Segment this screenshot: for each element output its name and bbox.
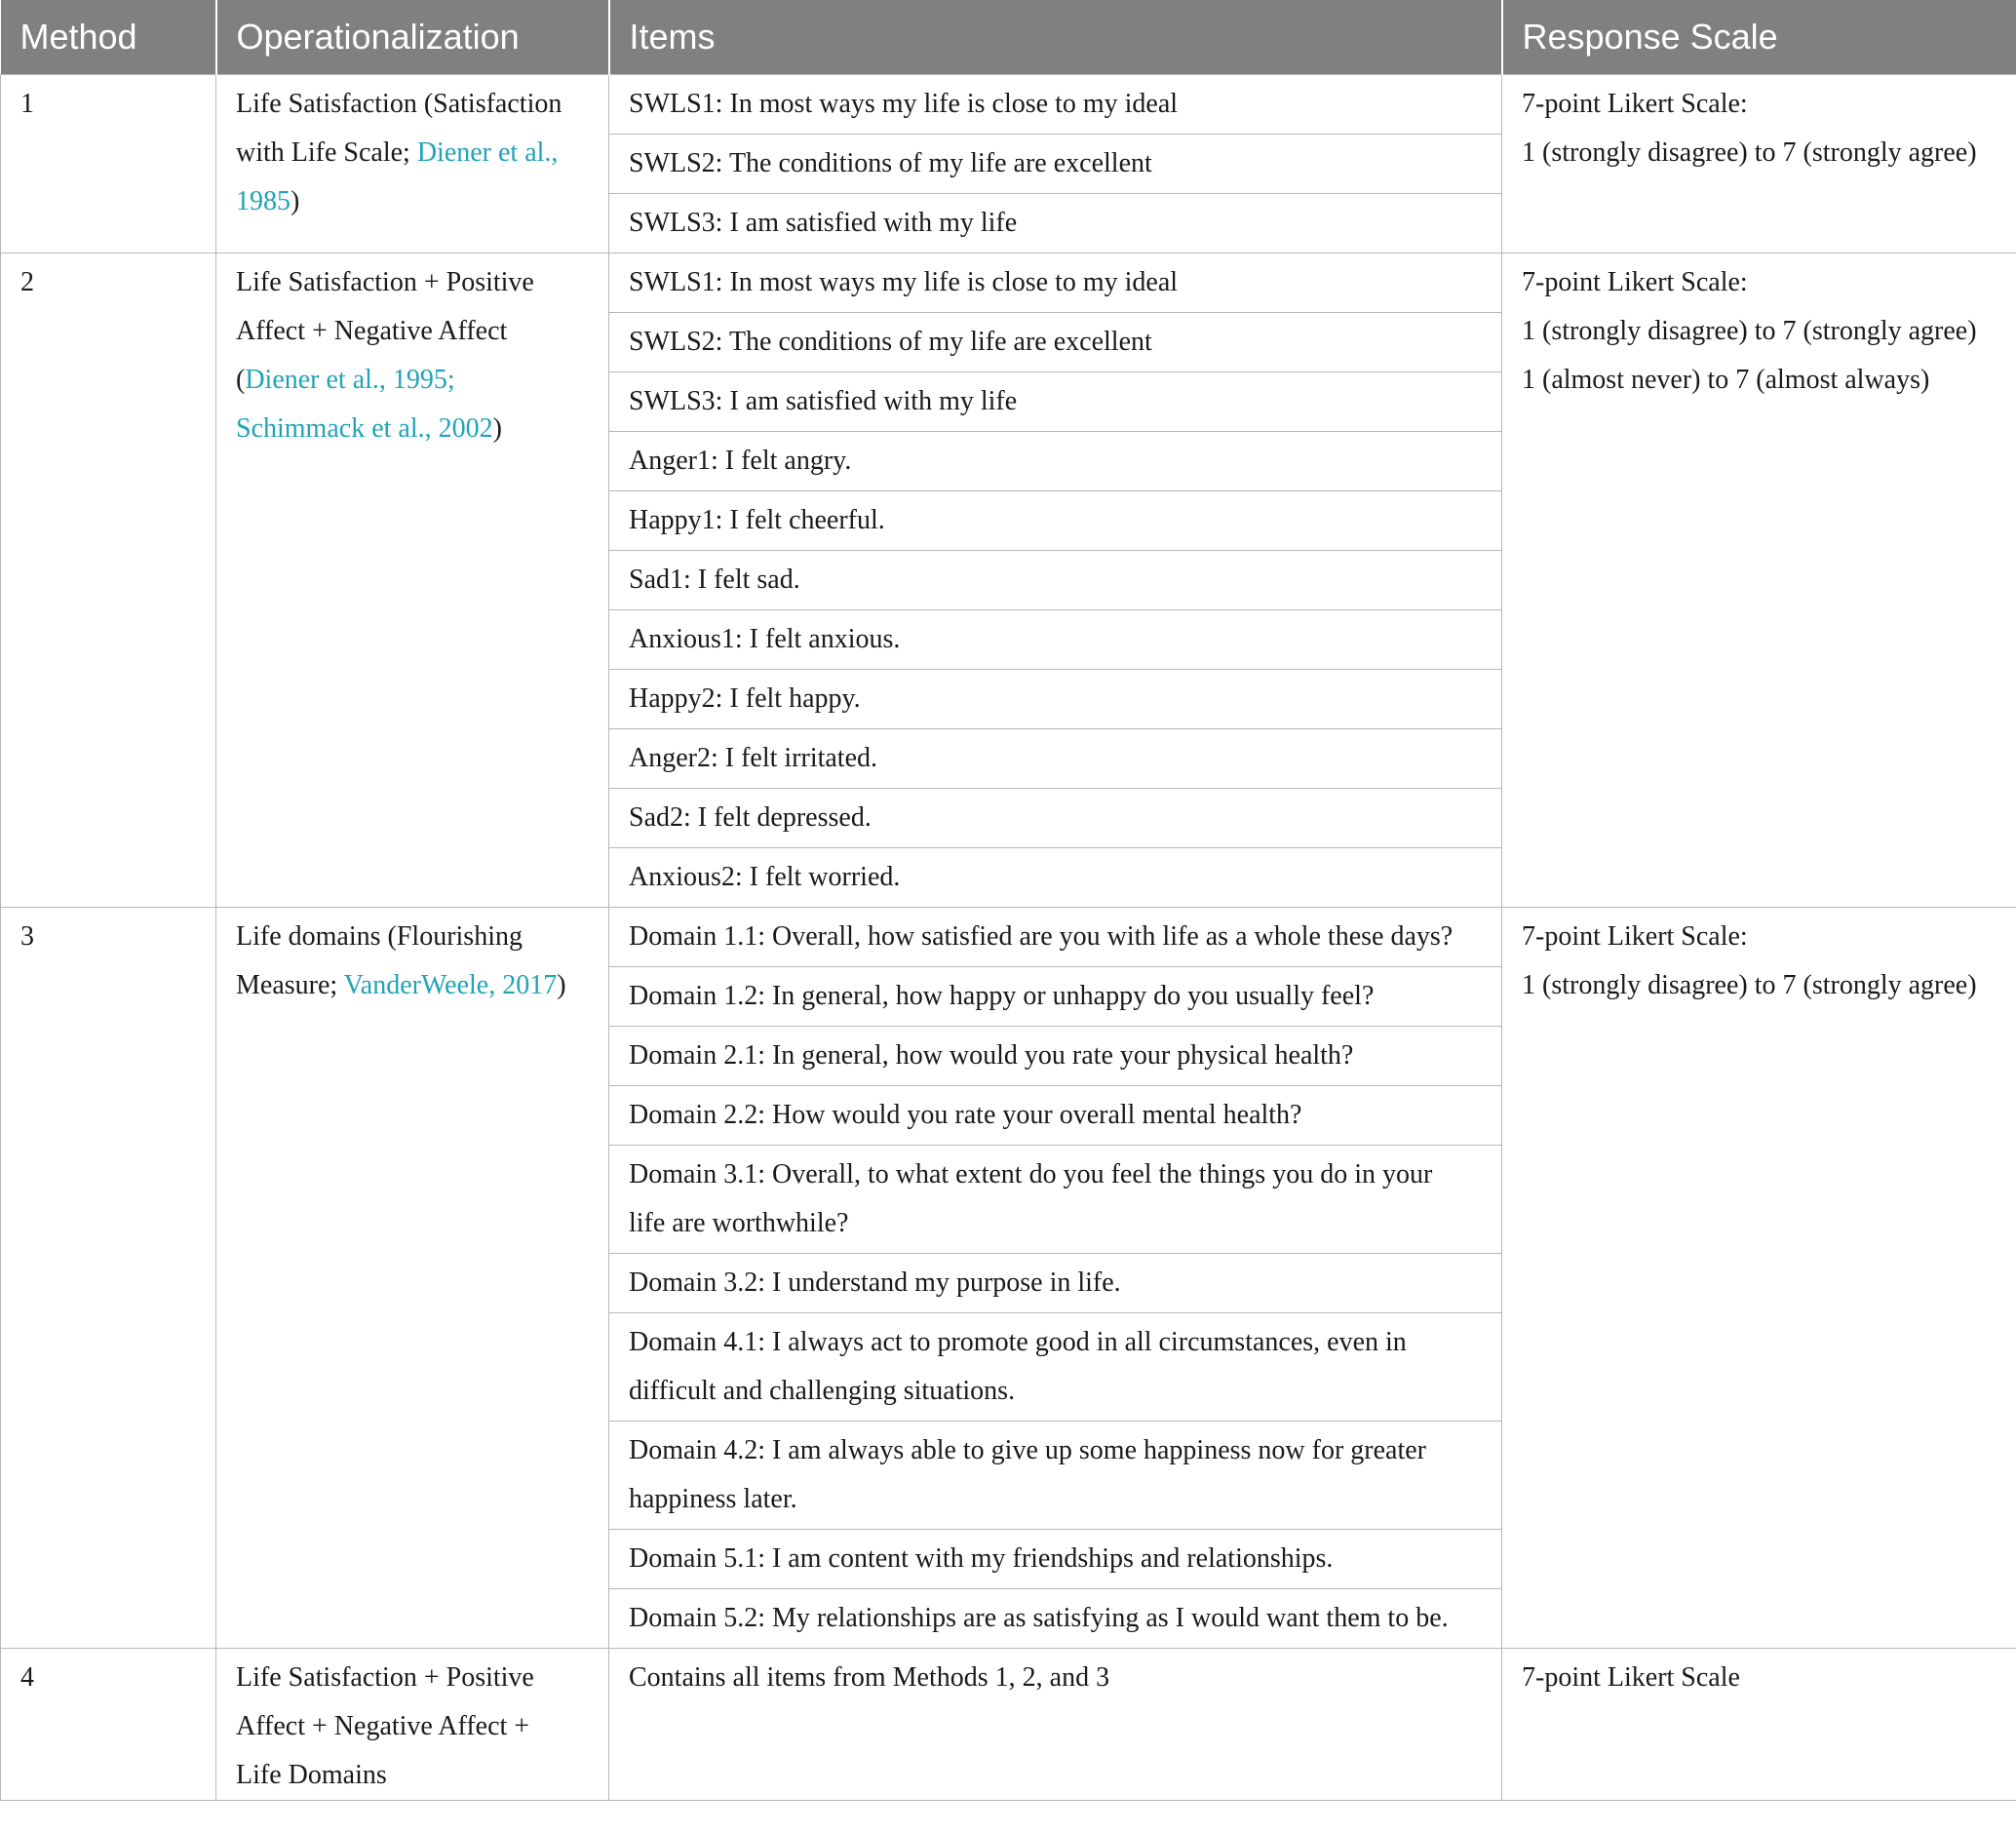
- method-cell: [1, 907, 216, 1648]
- operationalization-text: ): [492, 412, 502, 444]
- response-scale-line: 7-point Likert Scale: [1522, 1661, 1740, 1693]
- method-cell: [1, 74, 216, 253]
- item-cell: [609, 490, 1502, 550]
- operationalization-text: Life Satisfaction + Positive: [236, 266, 534, 297]
- table-row: [1, 74, 2016, 134]
- method-number: 4: [20, 1661, 34, 1693]
- item-text: Anger1: I felt angry.: [629, 445, 852, 476]
- item-text: Domain 1.1: Overall, how satisfied are you with life as a whole these days?: [629, 920, 1454, 952]
- item-cell: [609, 134, 1502, 193]
- item-cell: [609, 193, 1502, 253]
- response-scale-line: 1 (almost never) to 7 (almost always): [1522, 364, 1930, 395]
- header-method: Method: [1, 0, 216, 74]
- response-scale-line: 1 (strongly disagree) to 7 (strongly agree): [1522, 315, 1977, 346]
- header-items: Items: [609, 0, 1502, 74]
- citation-link[interactable]: Diener et al.,: [416, 136, 559, 168]
- operationalization-line: [236, 307, 589, 356]
- operationalization-line: [236, 1751, 589, 1800]
- item-cell: [609, 728, 1502, 788]
- operationalization-cell: [216, 1648, 609, 1800]
- item-cell: [609, 431, 1502, 490]
- item-cell: [609, 1085, 1502, 1145]
- response-scale-cell: [1502, 1648, 2016, 1800]
- operationalization-text: Affect + Negative Affect +: [236, 1710, 530, 1741]
- item-cell: [609, 847, 1502, 907]
- item-cell: [609, 907, 1502, 966]
- item-text: Happy2: I felt happy.: [629, 682, 861, 714]
- operationalization-text: Affect + Negative Affect: [236, 315, 508, 346]
- item-cell: [609, 1253, 1502, 1312]
- operationalization-text: ): [557, 969, 566, 1000]
- item-cell: [609, 1145, 1502, 1253]
- method-cell: [1, 1648, 216, 1800]
- item-text: Domain 2.2: How would you rate your overall mental health?: [629, 1099, 1302, 1130]
- operationalization-line: [236, 356, 589, 405]
- operationalization-line: [236, 913, 589, 961]
- item-cell: [609, 1648, 1502, 1800]
- item-cell: [609, 669, 1502, 728]
- operationalization-line: [236, 1654, 589, 1702]
- item-cell: [609, 371, 1502, 431]
- operationalization-line: [236, 258, 589, 307]
- operationalization-cell: [216, 907, 609, 1648]
- operationalization-line: [236, 1702, 589, 1751]
- method-number: 1: [20, 88, 34, 119]
- item-text: Domain 1.2: In general, how happy or unhappy do you usually feel?: [629, 980, 1375, 1011]
- table-row: [1, 1648, 2016, 1800]
- item-text: Domain 3.1: Overall, to what extent do you feel the things you do in your: [629, 1158, 1433, 1190]
- item-text: Domain 3.2: I understand my purpose in life.: [629, 1267, 1121, 1298]
- operationalization-line: [236, 961, 589, 1010]
- header-response-scale: Response Scale: [1502, 0, 2016, 74]
- operationalization-text: with Life Scale;: [236, 136, 417, 168]
- item-text: SWLS3: I am satisfied with my life: [629, 385, 1018, 416]
- item-cell: [609, 966, 1502, 1026]
- operationalization-text: Life Satisfaction + Positive: [236, 1661, 534, 1693]
- item-text: Sad2: I felt depressed.: [629, 801, 872, 833]
- item-text: SWLS2: The conditions of my life are excellent: [629, 147, 1152, 178]
- item-cell: [609, 312, 1502, 371]
- item-cell: [609, 609, 1502, 669]
- item-text: Domain 4.1: I always act to promote good in all circumstances, even in: [629, 1326, 1407, 1357]
- operationalization-text: Life Domains: [236, 1759, 387, 1790]
- operationalization-cell: [216, 253, 609, 907]
- item-cell: [609, 550, 1502, 609]
- item-cell: [609, 1421, 1502, 1529]
- item-text: SWLS1: In most ways my life is close to my ideal: [629, 266, 1179, 297]
- item-cell: [609, 74, 1502, 134]
- response-scale-line: 1 (strongly disagree) to 7 (strongly agree): [1522, 136, 1977, 168]
- item-text: life are worthwhile?: [629, 1207, 849, 1238]
- item-cell: [609, 1529, 1502, 1588]
- item-text: Domain 5.2: My relationships are as satisfying as I would want them to be.: [629, 1602, 1449, 1633]
- item-text: Happy1: I felt cheerful.: [629, 504, 885, 535]
- response-scale-line: 1 (strongly disagree) to 7 (strongly agree): [1522, 969, 1977, 1000]
- item-text: Anxious1: I felt anxious.: [629, 623, 901, 654]
- method-number: 3: [20, 920, 34, 952]
- item-cell: [609, 788, 1502, 847]
- header-row: [1, 0, 2016, 74]
- item-text: Sad1: I felt sad.: [629, 564, 800, 595]
- table-row: [1, 253, 2016, 312]
- item-cell: [609, 1026, 1502, 1085]
- operationalization-line: [236, 405, 589, 453]
- item-text: SWLS1: In most ways my life is close to my ideal: [629, 88, 1179, 119]
- response-scale-cell: [1502, 907, 2016, 1648]
- item-text: Domain 4.2: I am always able to give up some happiness now for greater: [629, 1434, 1427, 1465]
- method-number: 2: [20, 266, 34, 297]
- item-text: Anxious2: I felt worried.: [629, 861, 901, 892]
- item-text: Domain 5.1: I am content with my friendships and relationships.: [629, 1542, 1334, 1574]
- table-row: [1, 907, 2016, 966]
- operationalization-cell: [216, 74, 609, 253]
- item-text: happiness later.: [629, 1483, 797, 1514]
- operationalization-line: [236, 177, 589, 226]
- operationalization-text: (: [236, 364, 246, 395]
- item-text: Contains all items from Methods 1, 2, and 3: [629, 1661, 1110, 1693]
- item-cell: [609, 253, 1502, 312]
- response-scale-line: 7-point Likert Scale:: [1522, 88, 1748, 119]
- operationalization-text: Life domains (Flourishing: [236, 920, 523, 952]
- response-scale-line: 7-point Likert Scale:: [1522, 266, 1748, 297]
- citation-link[interactable]: VanderWeele, 2017: [343, 969, 558, 1000]
- item-cell: [609, 1312, 1502, 1421]
- item-text: Domain 2.1: In general, how would you rate your physical health?: [629, 1039, 1354, 1071]
- item-cell: [609, 1588, 1502, 1648]
- method-cell: [1, 253, 216, 907]
- operationalization-text: ): [291, 185, 300, 216]
- citation-link[interactable]: Diener et al., 1995;: [245, 364, 455, 395]
- response-scale-line: 7-point Likert Scale:: [1522, 920, 1748, 952]
- operationalization-line: [236, 80, 589, 129]
- operationalization-text: Life Satisfaction (Satisfaction: [236, 88, 562, 119]
- header-operationalization: Operationalization: [216, 0, 609, 74]
- item-text: SWLS2: The conditions of my life are excellent: [629, 326, 1152, 357]
- operationalization-line: [236, 129, 589, 177]
- response-scale-cell: [1502, 74, 2016, 253]
- item-text: SWLS3: I am satisfied with my life: [629, 207, 1018, 238]
- response-scale-cell: [1502, 253, 2016, 907]
- item-text: Anger2: I felt irritated.: [629, 742, 878, 773]
- citation-link[interactable]: 1985: [236, 185, 291, 216]
- operationalization-text: Measure;: [236, 969, 344, 1000]
- citation-link[interactable]: Schimmack et al., 2002: [236, 412, 493, 444]
- item-text: difficult and challenging situations.: [629, 1375, 1016, 1406]
